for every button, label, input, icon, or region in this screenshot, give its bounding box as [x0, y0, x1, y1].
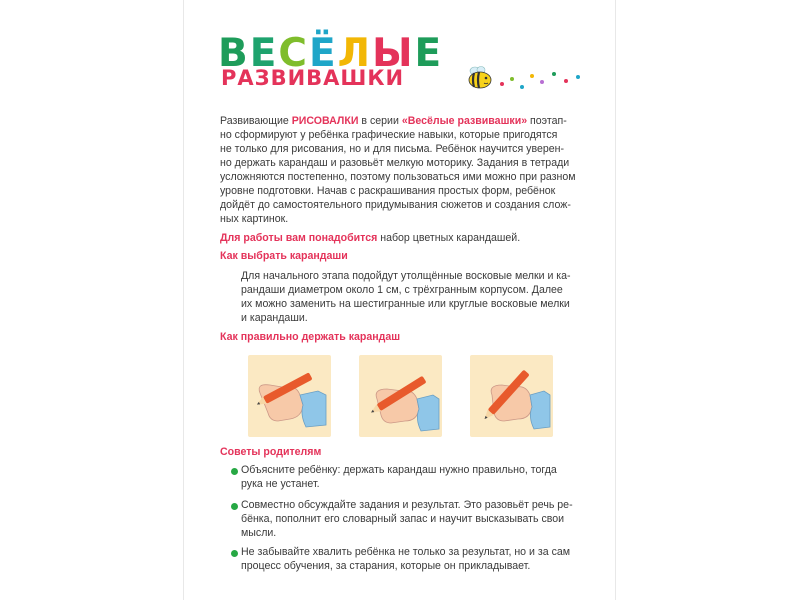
bullet-icon: [231, 503, 238, 510]
section-heading-tips: Советы родителям: [220, 446, 322, 458]
choose-line: рандаши диаметром около 1 см, с трёхгранным корпусом. Далее: [241, 284, 563, 296]
intro-line: усложняются постепенно, поэтому пользоваться ими можно при разном: [220, 171, 576, 183]
hand-pencil-picture-3: [470, 355, 553, 437]
tip-line: мысли.: [241, 527, 277, 539]
series-title-line2: РАЗВИВАШКИ: [221, 66, 405, 90]
bullet-icon: [231, 550, 238, 557]
hand-pencil-picture-2: [359, 355, 442, 437]
bee-icon: [466, 66, 496, 90]
intro-line: но сформируют у ребёнка графические навыки, которые пригодятся: [220, 129, 558, 141]
intro-line: Развивающие РИСОВАЛКИ в серии «Весёлые развивашки» поэтап-: [220, 115, 567, 127]
title-letter: С: [278, 31, 310, 76]
choose-line: и карандаши.: [241, 312, 308, 324]
title-letter: Ы: [372, 31, 415, 76]
title-letter: Ё: [309, 31, 338, 76]
intro-line: но держать карандаш и разовьёт мелкую моторику. Задания в тетради: [220, 157, 570, 169]
title-letter: В: [218, 31, 250, 76]
tip-line: рука не устанет.: [241, 478, 320, 490]
tip-line: Не забывайте хвалить ребёнка не только за результат, но и за сам: [241, 546, 571, 558]
title-letter: Е: [249, 31, 279, 76]
section-heading-choose: Как выбрать карандаши: [220, 250, 348, 262]
tools-line: Для работы вам понадобится набор цветных карандашей.: [220, 232, 521, 244]
bullet-icon: [231, 468, 238, 475]
hand-pencil-picture-1: [248, 355, 331, 437]
section-heading-hold: Как правильно держать карандаш: [220, 331, 401, 343]
title-letter: Е: [414, 31, 444, 76]
choose-line: их можно заменить на шестигранные или круглые восковые мелки: [241, 298, 570, 310]
tip-line: бёнка, пополнит его словарный запас и научит высказывать свои: [241, 513, 565, 525]
tip-line: процесс обучения, за старания, которые он прикладывает.: [241, 560, 531, 572]
booklet-page: [183, 0, 616, 600]
tip-line: Объясните ребёнку: держать карандаш нужно правильно, тогда: [241, 464, 557, 476]
intro-line: уровне подготовки. Начав с раскрашивания простых форм, ребёнок: [220, 185, 556, 197]
intro-line: ных картинок.: [220, 213, 289, 225]
tip-line: Совместно обсуждайте задания и результат. Это разовьёт речь ре-: [241, 499, 573, 511]
choose-line: Для начального этапа подойдут утолщённые восковые мелки и ка-: [241, 270, 571, 282]
intro-line: не только для рисования, но и для письма. Ребёнок научится уверен-: [220, 143, 565, 155]
title-letter: Л: [337, 31, 373, 76]
intro-line: дойдёт до самостоятельного придумывания сюжетов и создания слож-: [220, 199, 571, 211]
